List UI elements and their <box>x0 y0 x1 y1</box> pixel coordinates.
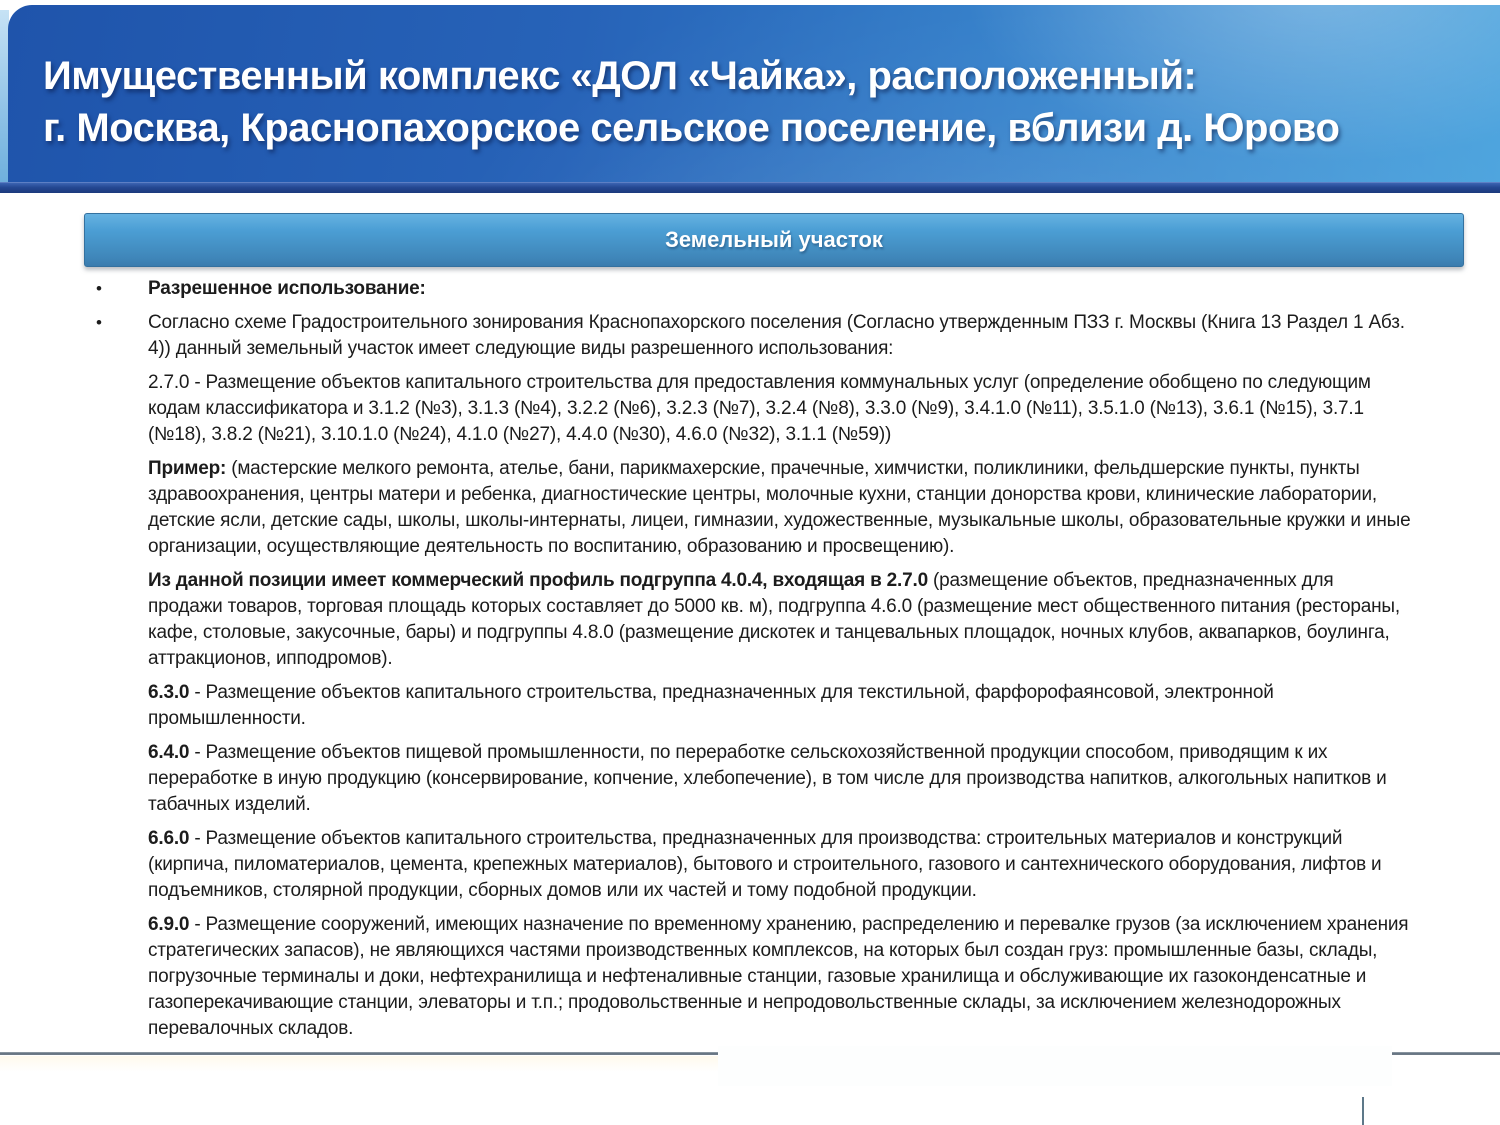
bullet-icon: • <box>96 313 102 332</box>
section-banner-label: Земельный участок <box>665 227 883 252</box>
slide-header <box>0 0 1500 192</box>
paragraph <box>148 456 1412 560</box>
paragraph-text: - Размещение объектов капитального строительства, предназначенных для текстильной, фарфорофаянсовой, электронной промышленности. <box>148 682 1274 729</box>
content-area <box>0 276 1500 1050</box>
footer-divider-right <box>1392 1052 1500 1055</box>
footer-tint <box>0 1056 718 1072</box>
paragraph-text: - Размещение объектов пищевой промышленности, по переработке сельскохозяйственной продукции способом, приводящим к их переработке в иную продукцию (консервирование, копчение, хлебопечение), в том числе для производства напитков, алкогольных напитков и табачных изделий. <box>148 742 1387 815</box>
paragraph-text: - Размещение объектов капитального строительства, предназначенных для производства: строительных материалов и конструкций (кирпича, пиломатериалов, цемента, крепежных материалов), бытового и строительного, газового и сантехнического оборудования, лифтов и подъемников, столярной продукции, сборных домов или их частей и тому подобной продукции. <box>148 828 1382 901</box>
paragraph-lead: 6.3.0 <box>148 682 190 703</box>
bullet-item <box>0 276 1500 302</box>
paragraph-lead: Пример: <box>148 458 227 479</box>
bullet-icon: • <box>96 279 102 298</box>
paragraph-lead: 6.6.0 <box>148 828 190 849</box>
paragraph <box>148 740 1412 818</box>
paragraph <box>148 912 1412 1042</box>
header-underline <box>0 182 1500 193</box>
paragraph-lead: 6.4.0 <box>148 742 190 763</box>
paragraph-text: 2.7.0 - Размещение объектов капитального строительства для предоставления коммунальных услуг (определение обобщено по следующим кодам классификатора и 3.1.2 (№3), 3.1.3 (№4), 3.2.2 (№6), 3.2.3 (№7), 3.2.4 (№8), 3.3.0 (№9), 3.4.1.0 (№11), 3.5.1.0 (№13), 3.6.1 (№15), 3.7.1 (№18), 3.8.2 (№21), 3.10.1.0 (№24), 4.1.0 (№27), 4.4.0 (№30), 4.6.0 (№32), 3.1.1 (№59)) <box>148 372 1371 445</box>
footer-divider-left <box>0 1052 718 1055</box>
bullet-text-bold: Разрешенное использование: <box>148 278 426 299</box>
paragraph-lead: 6.9.0 <box>148 914 190 935</box>
paragraph-text: - Размещение сооружений, имеющих назначение по временному хранению, распределению и перевалке грузов (за исключением хранения стратегических запасов), не являющихся частями производственных комплексов, на которых был создан груз: промышленные базы, склады, погрузочные терминалы и доки, нефтехранилища и нефтеналивные станции, газовые хранилища и обслуживающие их газоконденсатные и газоперекачивающие станции, элеваторы и т.п.; продовольственные и непродовольственные склады, за исключением железнодорожных перевалочных складов. <box>148 914 1409 1039</box>
text-cursor-tick <box>1362 1097 1364 1125</box>
paragraph <box>148 680 1412 732</box>
bullet-text: Согласно схеме Градостроительного зонирования Краснопахорского поселения (Согласно утвержденным ПЗЗ г. Москвы (Книга 13 Раздел 1 Абз. 4)) данный земельный участок имеет следующие виды разрешенного использования: <box>148 312 1405 359</box>
bullet-item <box>0 310 1500 362</box>
title-line-1: Имущественный комплекс «ДОЛ «Чайка», расположенный: <box>43 54 1197 98</box>
paragraph-text: (мастерские мелкого ремонта, ателье, бани, парикмахерские, прачечные, химчистки, поликлиники, фельдшерские пункты, пункты здравоохранения, центры матери и ребенка, диагностические центры, молочные кухни, станции донорства крови, клинические лаборатории, детские ясли, детские сады, школы, школы-интернаты, лицеи, гимназии, художественные, музыкальные школы, образовательные кружки и иные организации, осуществляющие деятельность по воспитанию, образованию и просвещению). <box>148 458 1411 557</box>
slide-title <box>43 50 1470 154</box>
paragraph-lead: Из данной позиции имеет коммерческий профиль подгруппа 4.0.4, входящая в 2.7.0 <box>148 570 928 591</box>
paragraph <box>148 826 1412 904</box>
paragraph-text: (размещение объектов, предназначенных для продажи товаров, торговая площадь которых составляет до 5000 кв. м), подгруппа 4.6.0 (размещение мест общественного питания (рестораны, кафе, столовые, закусочные, бары) и подгруппы 4.8.0 (размещение дискотек и танцевальных площадок, ночных клубов, аквапарков, боулинга, аттракционов, ипподромов). <box>148 570 1400 669</box>
header-panel <box>8 5 1500 182</box>
title-line-2: г. Москва, Краснопахорское сельское поселение, вблизи д. Юрово <box>43 106 1340 150</box>
section-banner <box>84 213 1464 267</box>
footer-placeholder-box <box>718 1046 1392 1086</box>
paragraph <box>148 568 1412 672</box>
paragraph <box>148 370 1412 448</box>
